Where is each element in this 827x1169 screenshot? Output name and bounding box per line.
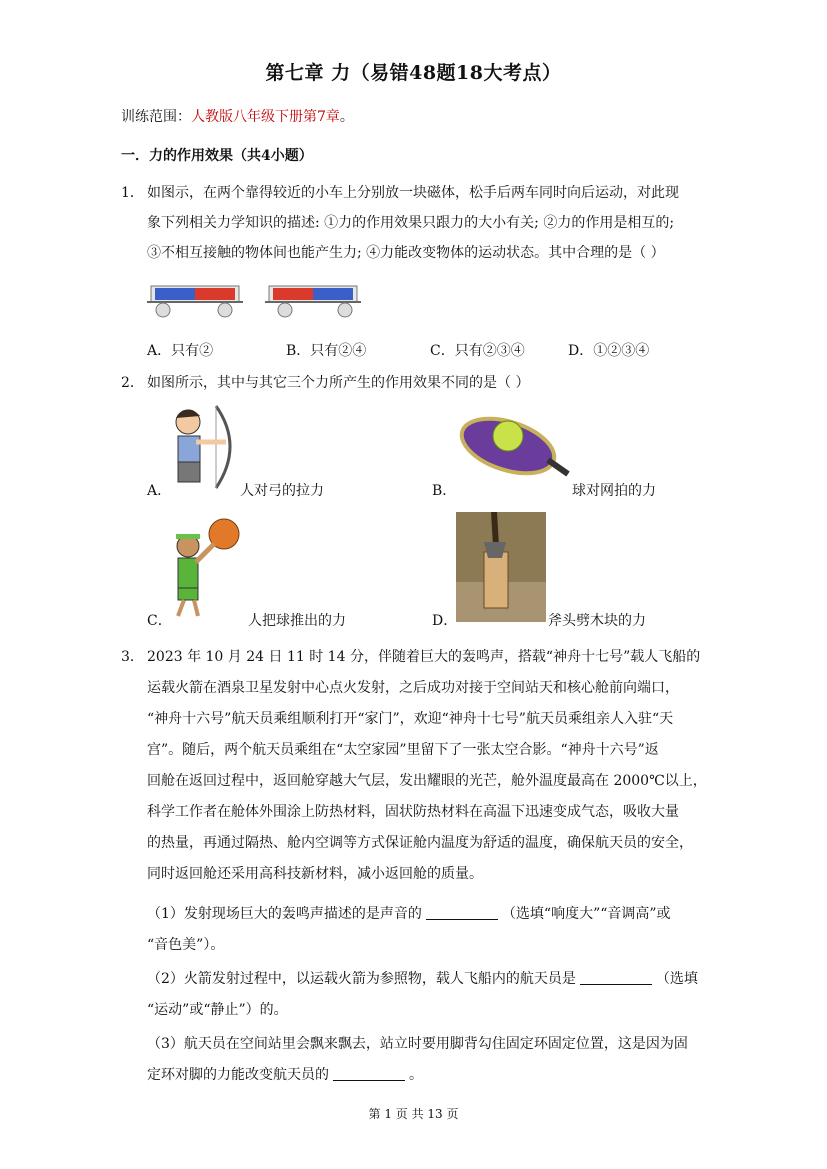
q3-line: 回舱在返回过程中，返回舱穿越大气层，发出耀眼的光芒，舱外温度最高在 2000℃以上， <box>147 773 707 789</box>
q3-sub1-text: （1）发射现场巨大的轰鸣声描述的是声音的 <box>147 906 422 922</box>
q2-option-a-text: 人对弓的拉力 <box>240 483 324 499</box>
page-footer: 第 1 页 共 13 页 <box>368 1107 459 1121</box>
q3-line: 科学工作者在舱体外围涂上防热材料，固状防热材料在高温下迅速变成气态，吸收大量 <box>147 804 679 820</box>
answer-blank[interactable] <box>580 970 652 985</box>
training-scope <box>121 106 354 126</box>
answer-blank[interactable] <box>426 905 498 920</box>
q2-option-c-letter: C． <box>147 613 172 629</box>
q2-stem: 如图所示，其中与其它三个力所产生的作用效果不同的是（ ） <box>147 375 530 391</box>
q3-sub1 <box>147 903 671 923</box>
q3-sub2-text: （2）火箭发射过程中，以运载火箭为参照物，载人飞船内的航天员是 <box>147 971 576 987</box>
q1-line: ③不相互接触的物体间也能产生力; ④力能改变物体的运动状态。其中合理的是（ ） <box>147 245 665 261</box>
q1-number: 1． <box>121 185 144 201</box>
q3-sub3-end: 。 <box>409 1067 423 1083</box>
axe-wood-figure <box>456 512 546 622</box>
scope-end: 。 <box>339 109 354 125</box>
q1-option-c: C．只有②③④ <box>430 343 525 359</box>
q3-line: 2023 年 10 月 24 日 11 时 14 分，伴随着巨大的轰鸣声，搭载“神舟十七号”载人飞船的 <box>147 649 701 665</box>
q3-sub3: （3）航天员在空间站里会飘来飘去，站立时要用脚背勾住固定环固定位置，这是因为固 <box>147 1036 688 1052</box>
q3-sub2-cont: “运动”或“静止”）的。 <box>147 1002 288 1018</box>
q3-line: 同时返回舱还采用高科技新材料，减小返回舱的质量。 <box>147 866 483 882</box>
q3-sub2-choices: （选填 <box>655 971 698 987</box>
q2-option-d-letter: D． <box>432 613 458 629</box>
q3-sub1-choices: （选填“响度大”“音调高”或 <box>501 906 671 922</box>
q1-option-a: A．只有② <box>147 343 214 359</box>
archer-figure <box>166 402 240 494</box>
magnet-carts-figure <box>145 278 365 324</box>
cart-left <box>147 286 243 317</box>
q3-sub3-text: 定环对脚的力能改变航天员的 <box>147 1067 329 1083</box>
basketball-player-figure <box>166 516 246 620</box>
q3-line: 运载火箭在酒泉卫星发射中心点火发射，之后成功对接于空间站天和核心舱前向端口， <box>147 680 679 696</box>
scope-label: 训练范围： <box>121 109 191 125</box>
q2-option-d-text: 斧头劈木块的力 <box>548 613 646 629</box>
q3-line: 宫”。随后，两个航天员乘组在“太空家园”里留下了一张太空合影。“神舟十六号”返 <box>147 742 659 758</box>
racket-ball-figure <box>458 408 570 484</box>
page-title: 第七章 力（易错48题18大考点） <box>265 62 562 84</box>
q3-sub1-cont: “音色美”）。 <box>147 937 225 953</box>
q1-line: 象下列相关力学知识的描述: ①力的作用效果只跟力的大小有关; ②力的作用是相互的; <box>147 215 675 231</box>
q3-sub2 <box>147 968 698 988</box>
q1-option-b: B．只有②④ <box>286 343 367 359</box>
scope-value: 人教版八年级下册第7章 <box>191 109 340 125</box>
answer-blank[interactable] <box>333 1066 405 1081</box>
q3-line: 的热量，再通过隔热、舱内空调等方式保证舱内温度为舒适的温度，确保航天员的安全， <box>147 835 693 851</box>
q2-option-b-letter: B． <box>432 483 457 499</box>
q2-option-a-letter: A． <box>147 483 172 499</box>
q3-line: “神舟十六号”航天员乘组顺利打开“家门”，欢迎“神舟十七号”航天员乘组亲人入驻“天 <box>147 711 674 727</box>
q2-number: 2． <box>121 375 144 391</box>
q1-option-d: D．①②③④ <box>568 343 650 359</box>
q3-sub3-cont <box>147 1064 423 1084</box>
q2-option-c-text: 人把球推出的力 <box>248 613 346 629</box>
q1-line: 如图示，在两个靠得较近的小车上分别放一块磁体，松手后两车同时向后运动，对此现 <box>147 185 679 201</box>
q3-number: 3． <box>121 649 144 665</box>
q2-option-b-text: 球对网拍的力 <box>572 483 656 499</box>
section-heading: 一．力的作用效果（共4小题） <box>121 148 313 164</box>
cart-right <box>265 286 361 317</box>
